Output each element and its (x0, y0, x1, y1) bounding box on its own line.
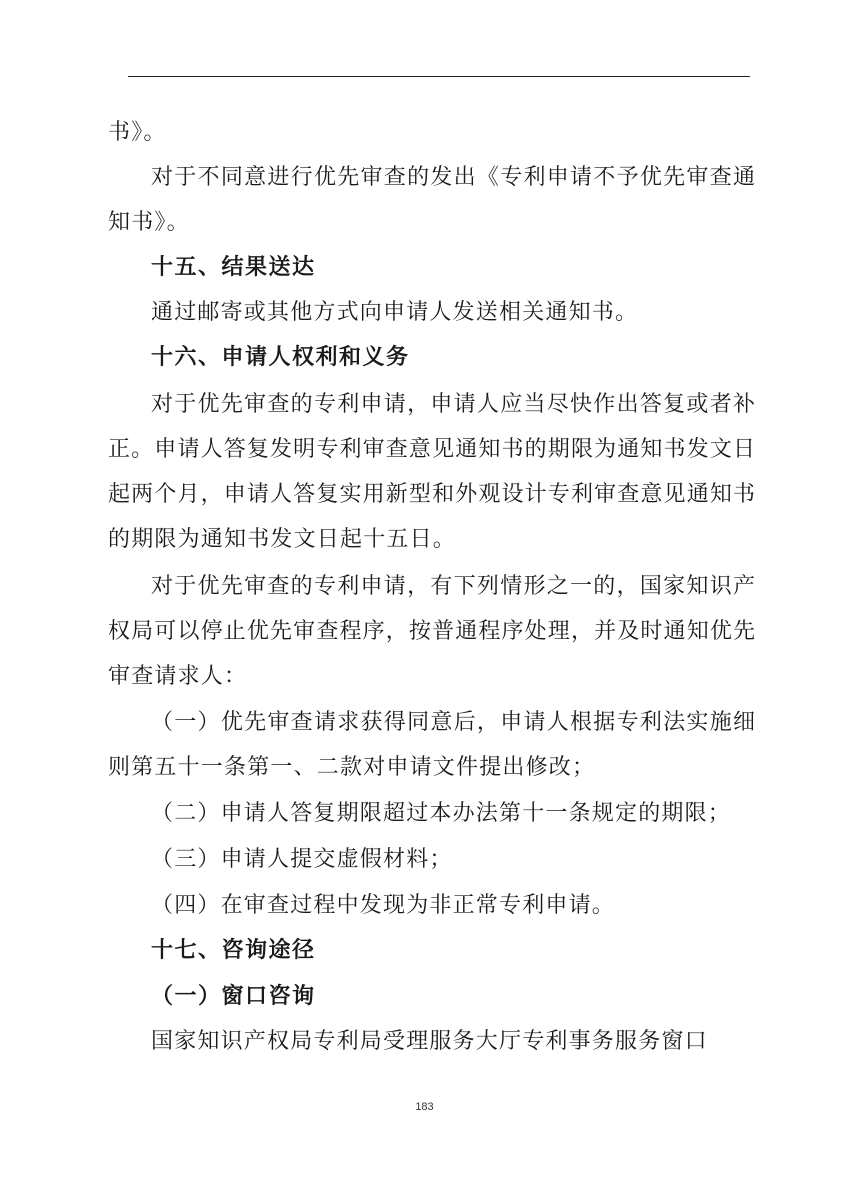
body-text-line: 权局可以停止优先审查程序，按普通程序处理，并及时通知优先 (108, 619, 755, 644)
body-text-line: 正。申请人答复发明专利审查意见通知书的期限为通知书发文日 (108, 437, 755, 462)
page-number: 183 (415, 1101, 434, 1113)
body-text-line: 对于优先审查的专利申请，申请人应当尽快作出答复或者补 (151, 392, 755, 417)
body-text-line: 国家知识产权局专利局受理服务大厅专利事务服务窗口 (151, 1029, 708, 1054)
body-text-line: 起两个月，申请人答复实用新型和外观设计专利审查意见通知书 (108, 482, 755, 507)
list-item: （二）申请人答复期限超过本办法第十一条规定的期限； (151, 801, 732, 826)
subsection-heading: （一）窗口咨询 (151, 984, 316, 1009)
header-rule (128, 76, 750, 77)
section-heading: 十七、咨询途径 (151, 938, 316, 963)
section-heading: 十五、结果送达 (151, 255, 316, 280)
body-text-line: 通过邮寄或其他方式向申请人发送相关通知书。 (151, 300, 639, 325)
section-heading: 十六、申请人权利和义务 (151, 345, 410, 370)
list-item-continuation: 则第五十一条第一、二款对申请文件提出修改； (108, 755, 596, 780)
body-text-line: 的期限为通知书发文日起十五日。 (108, 527, 457, 552)
body-text-line: 对于不同意进行优先审查的发出《专利申请不予优先审查通 (151, 165, 755, 190)
list-item: （四）在审查过程中发现为非正常专利申请。 (151, 893, 616, 918)
body-text-line: 审查请求人： (108, 664, 248, 689)
body-text-line: 书》。 (108, 120, 167, 145)
list-item: （三）申请人提交虚假材料； (151, 847, 453, 872)
body-text-line: 知书》。 (108, 210, 190, 235)
body-text-line: 对于优先审查的专利申请，有下列情形之一的，国家知识产 (151, 574, 755, 599)
list-item: （一）优先审查请求获得同意后，申请人根据专利法实施细 (151, 710, 755, 735)
